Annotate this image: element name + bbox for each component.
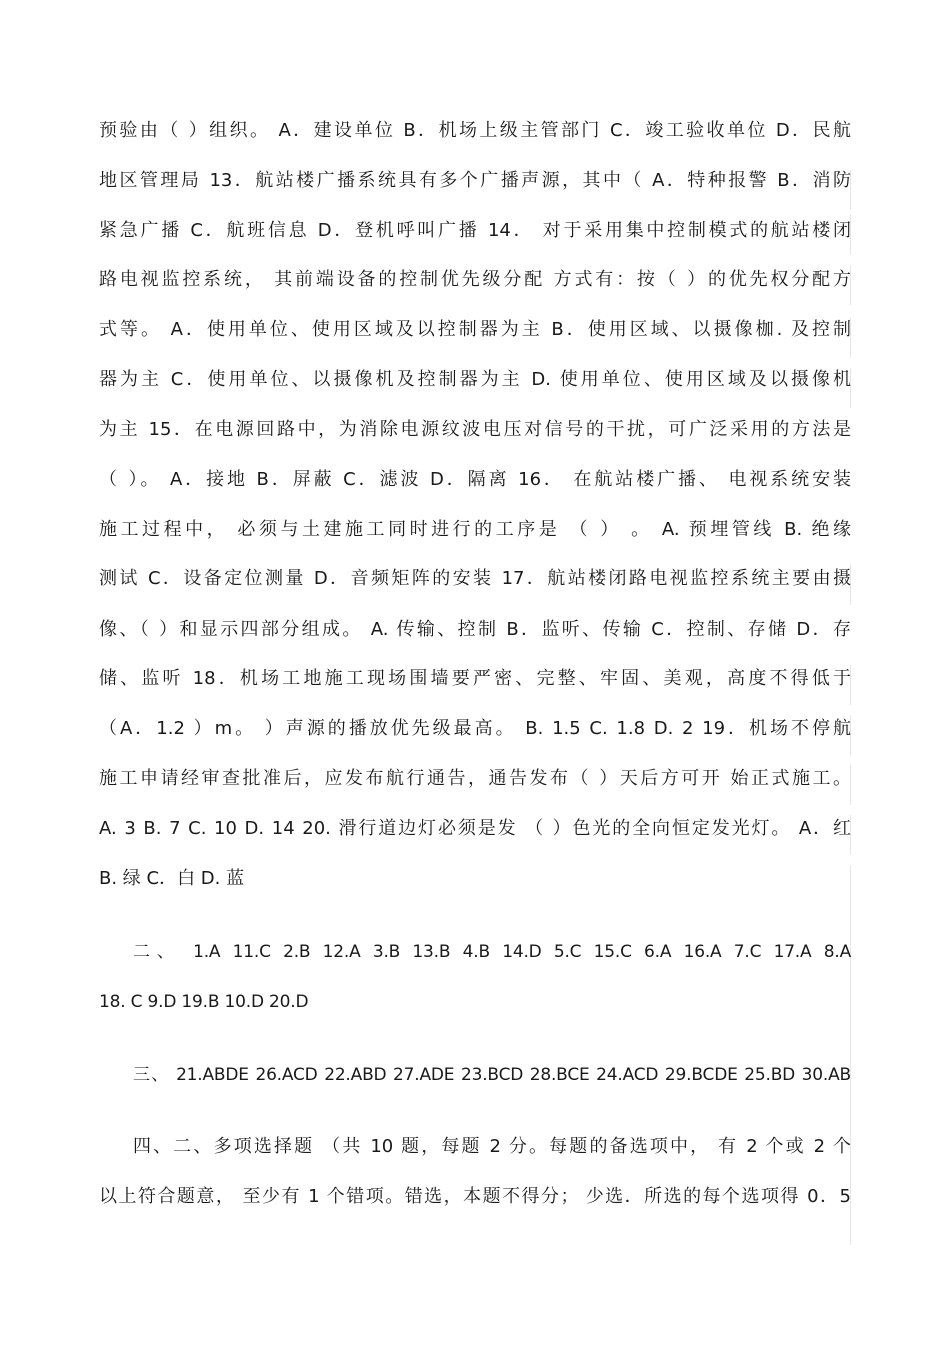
answer-key-section-3: 三、 21.ABDE 26.ACD 22.ABD 27.ADE 23.BCD 28.BCE 24.ACD 29.BCDE 25.BD 30.AB — [133, 1065, 851, 1085]
question-text-line: （ ）。 A．接地 B．屏蔽 C．滤波 D．隔离 16． 在航站楼广播、 电视系统安装 — [99, 469, 851, 490]
question-text-line: 式等。 A．使用单位、使用区域及以控制器为主 B．使用区域、以摄像枷. 及控制 — [99, 319, 851, 340]
question-text-line: 施工过程中， 必须与土建施工同时进行的工序是 （ ） 。 A. 预埋管线 B. 绝缘 — [99, 519, 851, 540]
question-text-line: 施工申请经审查批准后，应发布航行通告，通告发布（ ）天后方可开 始正式施工。 — [99, 768, 851, 789]
question-text-line: （A．1.2 ）m。 ）声源的播放优先级最高。 B. 1.5 C. 1.8 D. 2 19．机场不停航 — [99, 718, 851, 739]
question-text-line: 地区管理局 13．航站楼广播系统具有多个广播声源，其中（ A．特种报警 B．消防 — [99, 170, 851, 191]
question-text-line: 储、监听 18．机场工地施工现场围墙要严密、完整、牢固、美观，高度不得低于 — [99, 668, 851, 689]
question-text-line: B. 绿 C．白 D. 蓝 — [99, 868, 245, 889]
question-text-line: A. 3 B. 7 C. 10 D. 14 20. 滑行道边灯必须是发 （ ）色光的全向恒定发光灯。 A．红 — [99, 818, 851, 839]
answer-key-section-2: 二、 1.A 11.C 2.B 12.A 3.B 13.B 4.B 14.D 5.C 15.C 6.A 16.A 7.C 17.A 8.A — [133, 942, 851, 962]
answer-key-section-2-continued: 18. C 9.D 19.B 10.D 20.D — [99, 992, 309, 1012]
question-text-line: 测试 C．设备定位测量 D．音频矩阵的安装 17．航站楼闭路电视监控系统主要由摄 — [99, 568, 851, 589]
question-text-line: 为主 15．在电源回路中，为消除电源纹波电压对信号的干扰，可广泛采用的方法是 — [99, 419, 851, 440]
question-text-line: 预验由（ ）组织。 A．建设单位 B．机场上级主管部门 C．竣工验收单位 D．民航 — [99, 120, 851, 141]
question-text-line: 像、（ ）和显示四部分组成。 A. 传输、控制 B．监听、传输 C．控制、存储 D．存 — [99, 619, 851, 640]
question-text-line: 路电视监控系统， 其前端设备的控制优先级分配 方式有：按（ ）的优先权分配方 — [99, 269, 851, 290]
question-text-line: 器为主 C．使用单位、以摄像机及控制器为主 D. 使用单位、使用区域及以摄像机 — [99, 369, 851, 390]
section-4-instructions: 以上符合题意， 至少有 1 个错项。错选，本题不得分； 少选．所选的每个选项得 0．5 — [99, 1186, 851, 1207]
question-text-line: 紧急广播 C．航班信息 D．登机呼叫广播 14． 对于采用集中控制模式的航站楼闭 — [99, 220, 851, 241]
section-4-heading: 四、二、多项选择题 （共 10 题，每题 2 分。每题的备选项中， 有 2 个或 2 个 — [133, 1136, 851, 1157]
